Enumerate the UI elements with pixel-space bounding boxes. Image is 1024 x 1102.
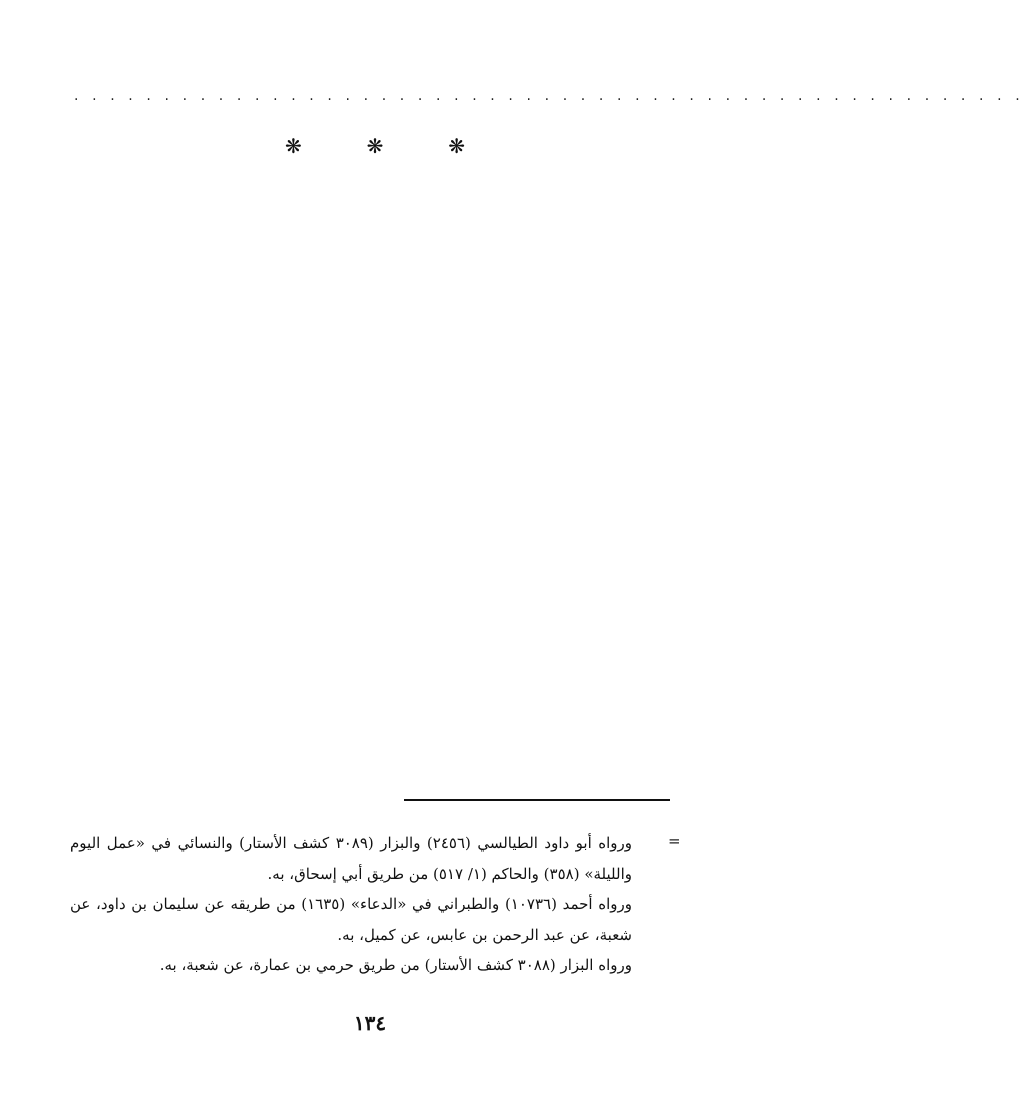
star-ornament-icon: ❋ xyxy=(285,134,302,158)
section-break-stars xyxy=(285,134,465,158)
dotted-separator: . . . . . . . . . . . . . . . . . . . . . . . . . . . . . . . . . . . . . . . . . . . . . . . . . . . . . xyxy=(74,88,1024,104)
footnote-continuation-mark: = xyxy=(668,832,681,850)
star-ornament-icon: ❋ xyxy=(448,134,465,158)
footnote-divider xyxy=(404,799,670,801)
page-number: ١٣٤ xyxy=(353,1011,387,1035)
footnote-paragraph: ورواه أحمد (١٠٧٣٦) والطبراني في «الدعاء» (١٦٣٥) من طريقه عن سليمان بن داود، عن شعبة، عن عبد الرحمن بن عابس، عن كميل، به. xyxy=(70,895,632,944)
footnotes xyxy=(70,828,632,981)
star-ornament-icon: ❋ xyxy=(366,134,384,158)
footnote-paragraph: ورواه أبو داود الطيالسي (٢٤٥٦) والبزار (٣٠٨٩ كشف الأستار) والنسائي في «عمل اليوم والليلة» (٣٥٨) والحاكم (١/ ٥١٧) من طريق أبي إسحاق، به. xyxy=(70,834,632,883)
footnote-paragraph: ورواه البزار (٣٠٨٨ كشف الأستار) من طريق حرمي بن عمارة، عن شعبة، به. xyxy=(159,956,632,974)
